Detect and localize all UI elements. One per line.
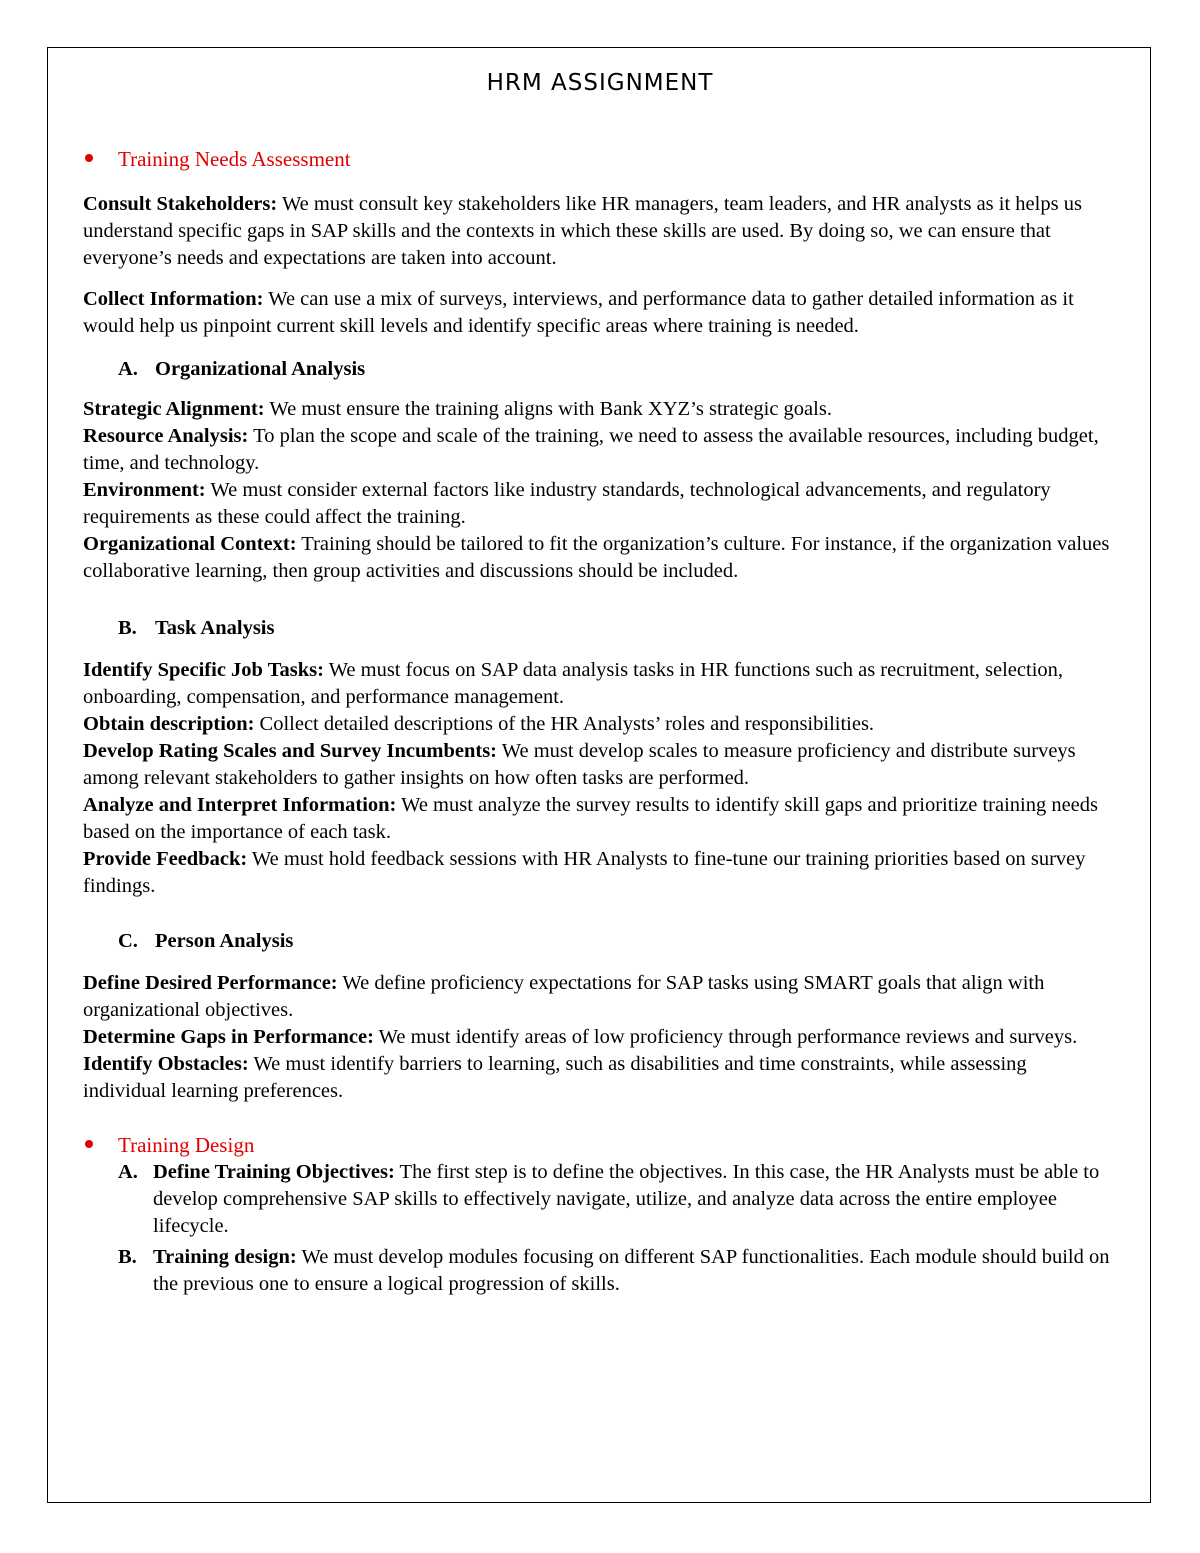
term-text: We must ensure the training aligns with Bank XYZ’s strategic goals.	[264, 398, 832, 420]
term-text: We must focus on SAP data analysis tasks in HR functions such as recruitment, selection, onboarding, compensation, and performance management.	[83, 659, 1064, 708]
paragraph-collect-information	[83, 286, 1113, 340]
term-text: We must consider external factors like industry standards, technological advancements, and regulatory requirements as these could affect the training.	[83, 479, 1051, 528]
item-letter: B.	[118, 1246, 137, 1268]
bullet-icon	[85, 1140, 93, 1148]
term-text: To plan the scope and scale of the training, we need to assess the available resources, including budget, time, and technology.	[83, 425, 1099, 474]
list-item	[83, 711, 1113, 738]
paragraph-consult-stakeholders	[83, 191, 1113, 272]
term-label: Strategic Alignment:	[83, 398, 265, 420]
list-item	[83, 657, 1113, 711]
task-analysis-list	[83, 657, 1113, 900]
section-heading-training-design	[83, 1131, 1113, 1159]
section-heading-text: Training Needs Assessment	[118, 147, 351, 171]
term-label: Training design:	[153, 1246, 297, 1268]
list-item	[83, 396, 1113, 423]
section-heading-text: Training Design	[118, 1133, 255, 1157]
list-item	[83, 423, 1113, 477]
sub-heading-text: Task Analysis	[155, 617, 275, 639]
term-label: Analyze and Interpret Information:	[83, 794, 397, 816]
list-item	[83, 1051, 1113, 1105]
term-text: We can use a mix of surveys, interviews, and performance data to gather detailed information as it would help us pinpoint current skill levels and identify specific areas where training is needed.	[83, 288, 1074, 337]
sub-letter: B.	[118, 617, 137, 639]
document-body	[83, 145, 1113, 1302]
subheading-organizational-analysis	[83, 354, 1113, 384]
term-label: Consult Stakeholders:	[83, 193, 278, 215]
term-text: Training should be tailored to fit the organization’s culture. For instance, if the organization values collaborative learning, then group activities and discussions should be included.	[83, 533, 1110, 582]
term-text: We must analyze the survey results to identify skill gaps and prioritize training needs based on the importance of each task.	[83, 794, 1099, 843]
term-label: Define Desired Performance:	[83, 972, 338, 994]
term-text: We must hold feedback sessions with HR Analysts to fine-tune our training priorities based on survey findings.	[83, 848, 1086, 897]
item-letter: A.	[118, 1161, 138, 1183]
term-label: Obtain description:	[83, 713, 255, 735]
list-item	[83, 1244, 1113, 1298]
list-item	[83, 1159, 1113, 1240]
term-label: Develop Rating Scales and Survey Incumbents:	[83, 740, 498, 762]
sub-letter: A.	[118, 358, 138, 380]
document-title: HRM ASSIGNMENT	[486, 70, 714, 96]
term-text: We must develop modules focusing on different SAP functionalities. Each module should build on the previous one to ensure a logical progression of skills.	[153, 1246, 1110, 1295]
sub-heading-text: Organizational Analysis	[155, 358, 366, 380]
bullet-icon	[85, 154, 93, 162]
term-label: Collect Information:	[83, 288, 264, 310]
list-item	[83, 738, 1113, 792]
term-text: Collect detailed descriptions of the HR Analysts’ roles and responsibilities.	[254, 713, 875, 735]
term-text: The first step is to define the objectives. In this case, the HR Analysts must be able to develop comprehensive SAP skills to effectively navigate, utilize, and analyze data across the entire employee lifecycle.	[153, 1161, 1100, 1237]
subheading-task-analysis	[83, 613, 1113, 643]
term-label: Identify Specific Job Tasks:	[83, 659, 324, 681]
term-label: Identify Obstacles:	[83, 1053, 249, 1075]
term-label: Organizational Context:	[83, 533, 297, 555]
list-item	[83, 477, 1113, 531]
list-item	[83, 970, 1113, 1024]
term-label: Determine Gaps in Performance:	[83, 1026, 374, 1048]
person-analysis-list	[83, 970, 1113, 1105]
sub-letter: C.	[118, 930, 138, 952]
list-item	[83, 531, 1113, 585]
list-item	[83, 792, 1113, 846]
term-text: We must identify areas of low proficiency through performance reviews and surveys.	[373, 1026, 1078, 1048]
term-text: We must consult key stakeholders like HR managers, team leaders, and HR analysts as it helps us understand specific gaps in SAP skills and the contexts in which these skills are used. By doing so, we can ensure that everyone’s needs and expectations are taken into account.	[83, 193, 1082, 269]
term-label: Environment:	[83, 479, 206, 501]
list-item	[83, 1024, 1113, 1051]
term-label: Provide Feedback:	[83, 848, 248, 870]
term-text: We must identify barriers to learning, such as disabilities and time constraints, while assessing individual learning preferences.	[83, 1053, 1027, 1102]
list-item	[83, 846, 1113, 900]
training-design-list	[83, 1159, 1113, 1298]
term-text: We must develop scales to measure proficiency and distribute surveys among relevant stakeholders to gather insights on how often tasks are performed.	[83, 740, 1076, 789]
sub-heading-text: Person Analysis	[155, 930, 294, 952]
subheading-person-analysis	[83, 926, 1113, 956]
term-label: Define Training Objectives:	[153, 1161, 395, 1183]
term-text: We define proficiency expectations for SAP tasks using SMART goals that align with organizational objectives.	[83, 972, 1045, 1021]
term-label: Resource Analysis:	[83, 425, 249, 447]
section-heading-training-needs	[83, 145, 1113, 173]
organizational-analysis-list	[83, 396, 1113, 585]
